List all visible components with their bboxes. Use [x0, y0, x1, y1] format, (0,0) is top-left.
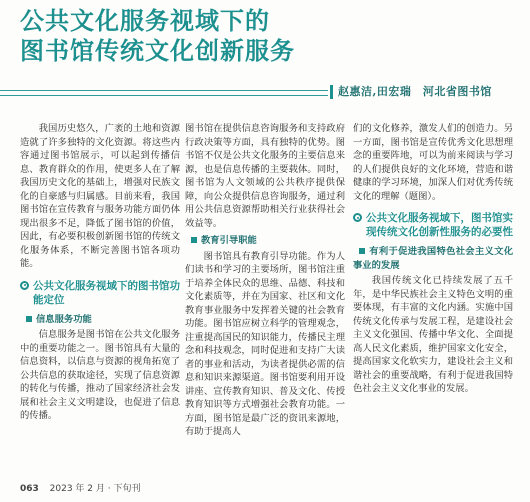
square-bullet-icon — [359, 248, 365, 254]
paragraph: 我国传统文化已持续发展了五千年，是中华民族社会主义特色文明的重要体现，有丰富的文化内涵。实施中国传统文化传承与发展工程，是建设社会主义文化强国、传播中华文化、全面提高人民文化素质，维护国家文化安全，提高国家文化软实力，建设社会主义和谐社会的重要战略，有利于促进我国特色社会主义文化事业的发展。 — [353, 275, 513, 394]
article-title — [20, 6, 295, 66]
byline-marker — [330, 85, 333, 99]
section-heading-text: 公共文化服务视域下，图书馆实现传统文化创新性服务的必要性 — [366, 212, 513, 238]
circle-bullet-icon — [353, 213, 362, 222]
paragraph: 们的文化修养，激发人们的创造力。另一方面，图书馆是宣传优秀文化思想理念的重要阵地，可以为前来阅读与学习的人们提供良好的文化环境，营造和谐健康的学习环境，加深人们对优秀传统文化的理解（题图）。 — [353, 123, 513, 202]
paragraph: 图书馆在提供信息咨询服务和支持政府行政决策等方面，具有独特的优势。图书馆不仅是公共文化服务的主要信息来源，也是信息传播的主要载体。同时，图书馆为人文领域的公共秩序提供保障，向公众提供信息咨询服务，通过利用公共信息资源帮助相关行业获得社会效益等。 — [185, 123, 345, 229]
paragraph: 图书馆具有教育引导功能。作为人们读书和学习的主要场所，图书馆注重于培养全体民众的思维、品德、科技和文化素质等，并在为国家、社区和文化教育事业服务中发挥着关键的社会教育功能。图书馆应树立科学的管理观念，注重提高国民的知识能力，传播民主理念和科技观念，同时促进和支持广大读者的事业和活动，为读者提供必需的信息和知识来源渠道。图书馆要利用开设讲座、宣传教育知识、普及文化、传授教育知识等方式增强社会教育功能。一方面，图书馆是最广泛的资讯来源地，有助于提高人 — [185, 250, 345, 437]
subsection-heading — [20, 313, 180, 327]
page-number: 063 — [20, 484, 39, 494]
column-1 — [20, 122, 180, 472]
section-heading-text: 公共文化服务视域下的图书馆功能定位 — [33, 279, 180, 306]
byline-rule — [0, 90, 328, 96]
byline-bar — [0, 84, 530, 100]
subsection-heading-text: 信息服务功能 — [36, 313, 92, 325]
section-heading — [353, 211, 513, 239]
paragraph: 我国历史悠久，广袤的土地和资源造就了许多独特的文化资源。将这些内容通过图书馆展示，可以起到传播信息、教育群众的作用，使更多人在了解我国历史文化的基础上，增强对民族文化的自豪感与归属感。目前来看，我国图书馆在宣传教育与服务功能方面仍体现出很多不足，降低了图书馆的价值，因此，有必要积极创新图书馆的传统文化服务体系，不断完善图书馆各项功能。 — [20, 123, 180, 269]
subsection-heading — [185, 234, 345, 248]
column-2 — [185, 122, 345, 472]
subsection-heading — [353, 245, 513, 272]
issue-date: 2023 年 2 月 · 下旬刊 — [49, 484, 141, 494]
title-line-1: 公共文化服务视域下的 — [20, 7, 270, 35]
column-3 — [353, 122, 513, 472]
subsection-heading-text: 有利于促进我国特色社会主义文化事业的发展 — [353, 246, 513, 271]
square-bullet-icon — [26, 316, 32, 322]
page-footer — [20, 481, 140, 494]
section-heading — [20, 279, 180, 307]
circle-bullet-icon — [20, 281, 29, 290]
paragraph: 信息服务是图书馆在公共文化服务中的重要功能之一。图书馆具有大量的信息资料，以信息与资源的视角拓宽了公共信息的获取途径，实现了信息资源的转化与传播，推动了国家经济社会发展和社会主义文明建设，也促进了信息的传播。 — [20, 329, 180, 421]
title-line-2: 图书馆传统文化创新服务 — [20, 37, 295, 65]
subsection-heading-text: 教育引导职能 — [201, 235, 257, 246]
square-bullet-icon — [191, 237, 197, 243]
author-affiliation: 赵惠洁,田宏瑞 河北省图书馆 — [338, 85, 492, 98]
